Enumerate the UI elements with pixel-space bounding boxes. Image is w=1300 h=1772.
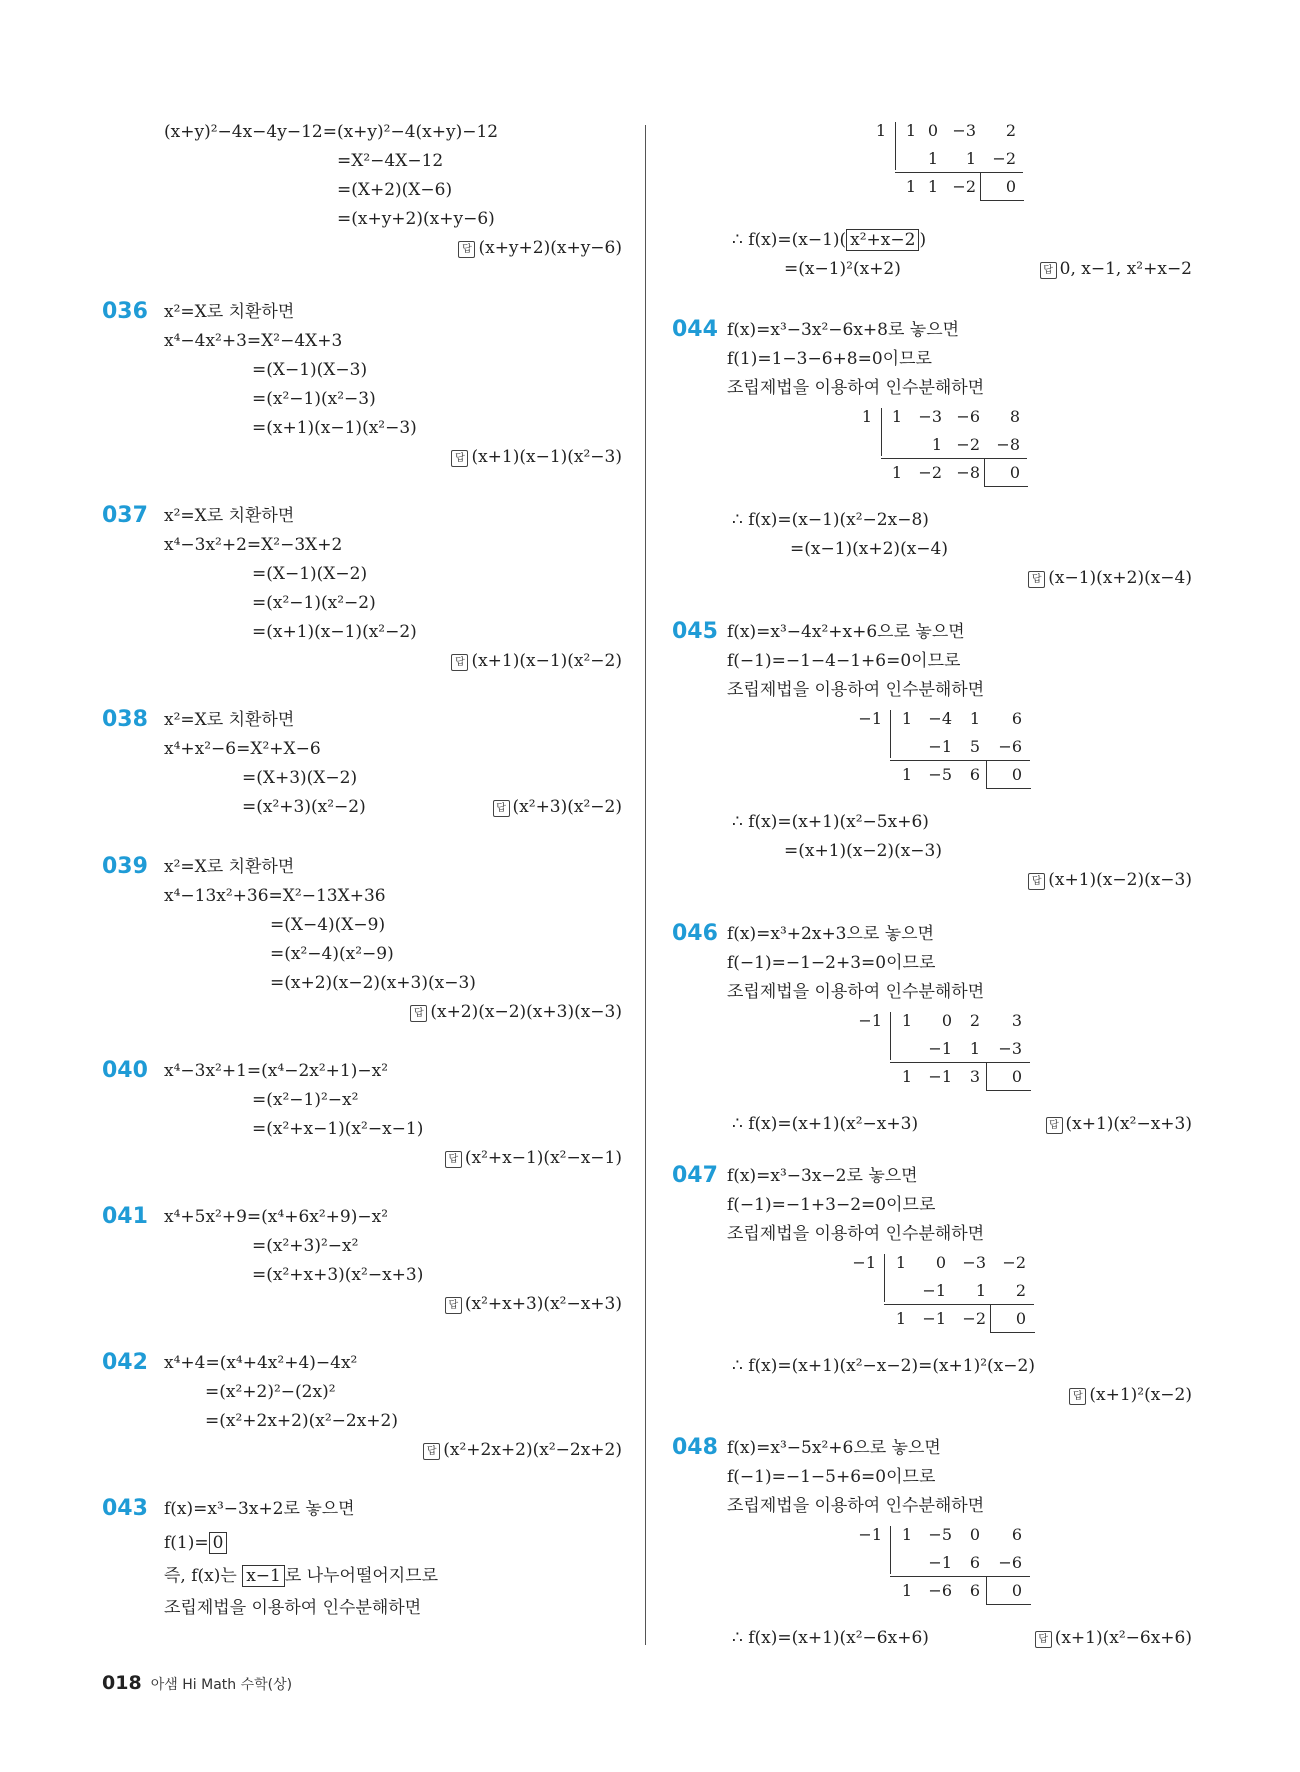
p042-line1: x⁴+4=(x⁴+4x²+4)−4x² <box>164 1353 358 1373</box>
p035-line4: =(x+y+2)(x+y−6) <box>337 209 495 229</box>
answer-marker-icon: 답 <box>423 1443 440 1460</box>
p048-result-line1: ∴ f(x)=(x+1)(x²−6x+6) <box>732 1628 929 1648</box>
p044-synthetic-division: 1 1 −3 −6 8 1 −2 −8 1 −2 −8 0 <box>858 404 1038 488</box>
p039-line3: =(X−4)(X−9) <box>270 915 386 935</box>
problem-number-047: 047 <box>672 1163 718 1188</box>
p045-line3: 조립제법을 이용하여 인수분해하면 <box>727 680 985 700</box>
p042-answer: 답 (x²+2x+2)(x²−2x+2) <box>423 1436 622 1464</box>
p046-line2: f(−1)=−1−2+3=0이므로 <box>727 953 936 973</box>
p039-line2: x⁴−13x²+36=X²−13X+36 <box>164 886 386 906</box>
p043-line3: 즉, f(x)는 x−1 로 나누어떨어지므로 <box>164 1566 439 1586</box>
blank-box: 0 <box>209 1532 228 1554</box>
problem-number-042: 042 <box>102 1350 148 1375</box>
p036-line2: x⁴−4x²+3=X²−4X+3 <box>164 331 343 351</box>
p044-line3: 조립제법을 이용하여 인수분해하면 <box>727 378 985 398</box>
problem-number-040: 040 <box>102 1058 148 1083</box>
p041-line2: =(x²+3)²−x² <box>252 1236 359 1256</box>
p039-line4: =(x²−4)(x²−9) <box>270 944 394 964</box>
p044-answer: 답 (x−1)(x+2)(x−4) <box>1028 564 1192 592</box>
answer-marker-icon: 답 <box>410 1005 427 1022</box>
p036-line4: =(x²−1)(x²−3) <box>252 389 376 409</box>
p043-synthetic-division: 1 1 0 −3 2 1 1 −2 1 1 −2 0 <box>872 118 1032 202</box>
answer-marker-icon: 답 <box>1035 1631 1052 1648</box>
p045-synthetic-division: −1 1 −4 1 6 −1 5 −6 1 −5 6 0 <box>858 706 1048 790</box>
answer-marker-icon: 답 <box>1028 873 1045 890</box>
problem-number-037: 037 <box>102 503 148 528</box>
answer-marker-icon: 답 <box>458 241 475 258</box>
p036-answer: 답 (x+1)(x−1)(x²−3) <box>451 443 622 471</box>
answer-marker-icon: 답 <box>1046 1117 1063 1134</box>
p047-line3: 조립제법을 이용하여 인수분해하면 <box>727 1224 985 1244</box>
p038-answer: 답 (x²+3)(x²−2) <box>493 793 622 821</box>
p041-answer: 답 (x²+x+3)(x²−x+3) <box>445 1290 622 1318</box>
p038-line1: x²=X로 치환하면 <box>164 710 295 730</box>
problem-number-043: 043 <box>102 1496 148 1521</box>
p047-line2: f(−1)=−1+3−2=0이므로 <box>727 1195 936 1215</box>
p042-line2: =(x²+2)²−(2x)² <box>205 1382 336 1402</box>
p048-answer: 답 (x+1)(x²−6x+6) <box>1035 1624 1192 1652</box>
p042-line3: =(x²+2x+2)(x²−2x+2) <box>205 1411 398 1431</box>
p038-line3: =(X+3)(X−2) <box>242 768 358 788</box>
p048-line2: f(−1)=−1−5+6=0이므로 <box>727 1467 936 1487</box>
p048-line3: 조립제법을 이용하여 인수분해하면 <box>727 1496 985 1516</box>
p037-answer: 답 (x+1)(x−1)(x²−2) <box>451 647 622 675</box>
p039-line1: x²=X로 치환하면 <box>164 857 295 877</box>
answer-marker-icon: 답 <box>451 654 468 671</box>
p039-line5: =(x+2)(x−2)(x+3)(x−3) <box>270 973 476 993</box>
problem-number-048: 048 <box>672 1435 718 1460</box>
p046-result-line1: ∴ f(x)=(x+1)(x²−x+3) <box>732 1114 919 1134</box>
answer-marker-icon: 답 <box>1028 571 1045 588</box>
p044-result-line2: =(x−1)(x+2)(x−4) <box>790 539 948 559</box>
problem-number-038: 038 <box>102 707 148 732</box>
p036-line3: =(X−1)(X−3) <box>252 360 368 380</box>
p044-line1: f(x)=x³−3x²−6x+8로 놓으면 <box>727 320 960 340</box>
p040-answer: 답 (x²+x−1)(x²−x−1) <box>445 1144 622 1172</box>
p035-answer: 답 (x+y+2)(x+y−6) <box>458 234 622 262</box>
p035-line1: (x+y)²−4x−4y−12=(x+y)²−4(x+y)−12 <box>164 122 499 142</box>
p038-line4: =(x²+3)(x²−2) <box>242 797 366 817</box>
p046-line1: f(x)=x³+2x+3으로 놓으면 <box>727 924 935 944</box>
p046-line3: 조립제법을 이용하여 인수분해하면 <box>727 982 985 1002</box>
p036-line5: =(x+1)(x−1)(x²−3) <box>252 418 417 438</box>
answer-marker-icon: 답 <box>1040 262 1057 279</box>
p037-line5: =(x+1)(x−1)(x²−2) <box>252 622 417 642</box>
p037-line1: x²=X로 치환하면 <box>164 506 295 526</box>
problem-number-039: 039 <box>102 854 148 879</box>
answer-marker-icon: 답 <box>451 450 468 467</box>
p044-line2: f(1)=1−3−6+8=0이므로 <box>727 349 932 369</box>
p043-answer: 답 0, x−1, x²+x−2 <box>1040 255 1192 283</box>
problem-number-041: 041 <box>102 1204 148 1229</box>
problem-number-045: 045 <box>672 619 718 644</box>
p045-result-line2: =(x+1)(x−2)(x−3) <box>784 841 942 861</box>
p047-line1: f(x)=x³−3x−2로 놓으면 <box>727 1166 918 1186</box>
p037-line4: =(x²−1)(x²−2) <box>252 593 376 613</box>
p040-line1: x⁴−3x²+1=(x⁴−2x²+1)−x² <box>164 1061 389 1081</box>
p048-synthetic-division: −1 1 −5 0 6 −1 6 −6 1 −6 6 0 <box>858 1522 1048 1606</box>
book-title: 아샘 Hi Math 수학(상) <box>150 1677 293 1693</box>
answer-marker-icon: 답 <box>1069 1388 1086 1405</box>
p035-line2: =X²−4X−12 <box>337 151 444 171</box>
p044-result-line1: ∴ f(x)=(x−1)(x²−2x−8) <box>732 510 929 530</box>
column-divider <box>645 125 646 1645</box>
p037-line3: =(X−1)(X−2) <box>252 564 368 584</box>
problem-number-036: 036 <box>102 299 148 324</box>
p036-line1: x²=X로 치환하면 <box>164 302 295 322</box>
problem-number-044: 044 <box>672 317 718 342</box>
p045-line2: f(−1)=−1−4−1+6=0이므로 <box>727 651 961 671</box>
p045-answer: 답 (x+1)(x−2)(x−3) <box>1028 866 1192 894</box>
p046-answer: 답 (x+1)(x²−x+3) <box>1046 1110 1192 1138</box>
page-footer <box>102 1672 292 1694</box>
p037-line2: x⁴−3x²+2=X²−3X+2 <box>164 535 343 555</box>
answer-marker-icon: 답 <box>445 1151 462 1168</box>
p043-result-line2: =(x−1)²(x+2) <box>784 259 901 279</box>
p047-result-line1: ∴ f(x)=(x+1)(x²−x−2)=(x+1)²(x−2) <box>732 1356 1035 1376</box>
answer-marker-icon: 답 <box>445 1297 462 1314</box>
p040-line3: =(x²+x−1)(x²−x−1) <box>252 1119 424 1139</box>
p040-line2: =(x²−1)²−x² <box>252 1090 359 1110</box>
page-number: 018 <box>102 1672 142 1694</box>
p045-line1: f(x)=x³−4x²+x+6으로 놓으면 <box>727 622 965 642</box>
p048-line1: f(x)=x³−5x²+6으로 놓으면 <box>727 1438 941 1458</box>
p039-answer: 답 (x+2)(x−2)(x+3)(x−3) <box>410 998 622 1026</box>
problem-number-046: 046 <box>672 921 718 946</box>
p043-line4: 조립제법을 이용하여 인수분해하면 <box>164 1598 422 1618</box>
p046-synthetic-division: −1 1 0 2 3 −1 1 −3 1 −1 3 0 <box>858 1008 1048 1092</box>
p041-line1: x⁴+5x²+9=(x⁴+6x²+9)−x² <box>164 1207 389 1227</box>
blank-box: x²+x−2 <box>846 229 919 251</box>
p035-line3: =(X+2)(X−6) <box>337 180 453 200</box>
p043-line2: f(1)= 0 <box>164 1529 227 1557</box>
p043-line1: f(x)=x³−3x+2로 놓으면 <box>164 1499 355 1519</box>
p041-line3: =(x²+x+3)(x²−x+3) <box>252 1265 424 1285</box>
p038-line2: x⁴+x²−6=X²+X−6 <box>164 739 321 759</box>
p043-result-line1: ∴ f(x)=(x−1)( x²+x−2 ) <box>732 230 927 250</box>
p047-synthetic-division: −1 1 0 −3 −2 −1 1 2 1 −1 −2 0 <box>852 1250 1052 1334</box>
blank-box: x−1 <box>242 1565 285 1587</box>
answer-marker-icon: 답 <box>493 800 510 817</box>
p045-result-line1: ∴ f(x)=(x+1)(x²−5x+6) <box>732 812 929 832</box>
p047-answer: 답 (x+1)²(x−2) <box>1069 1381 1192 1409</box>
